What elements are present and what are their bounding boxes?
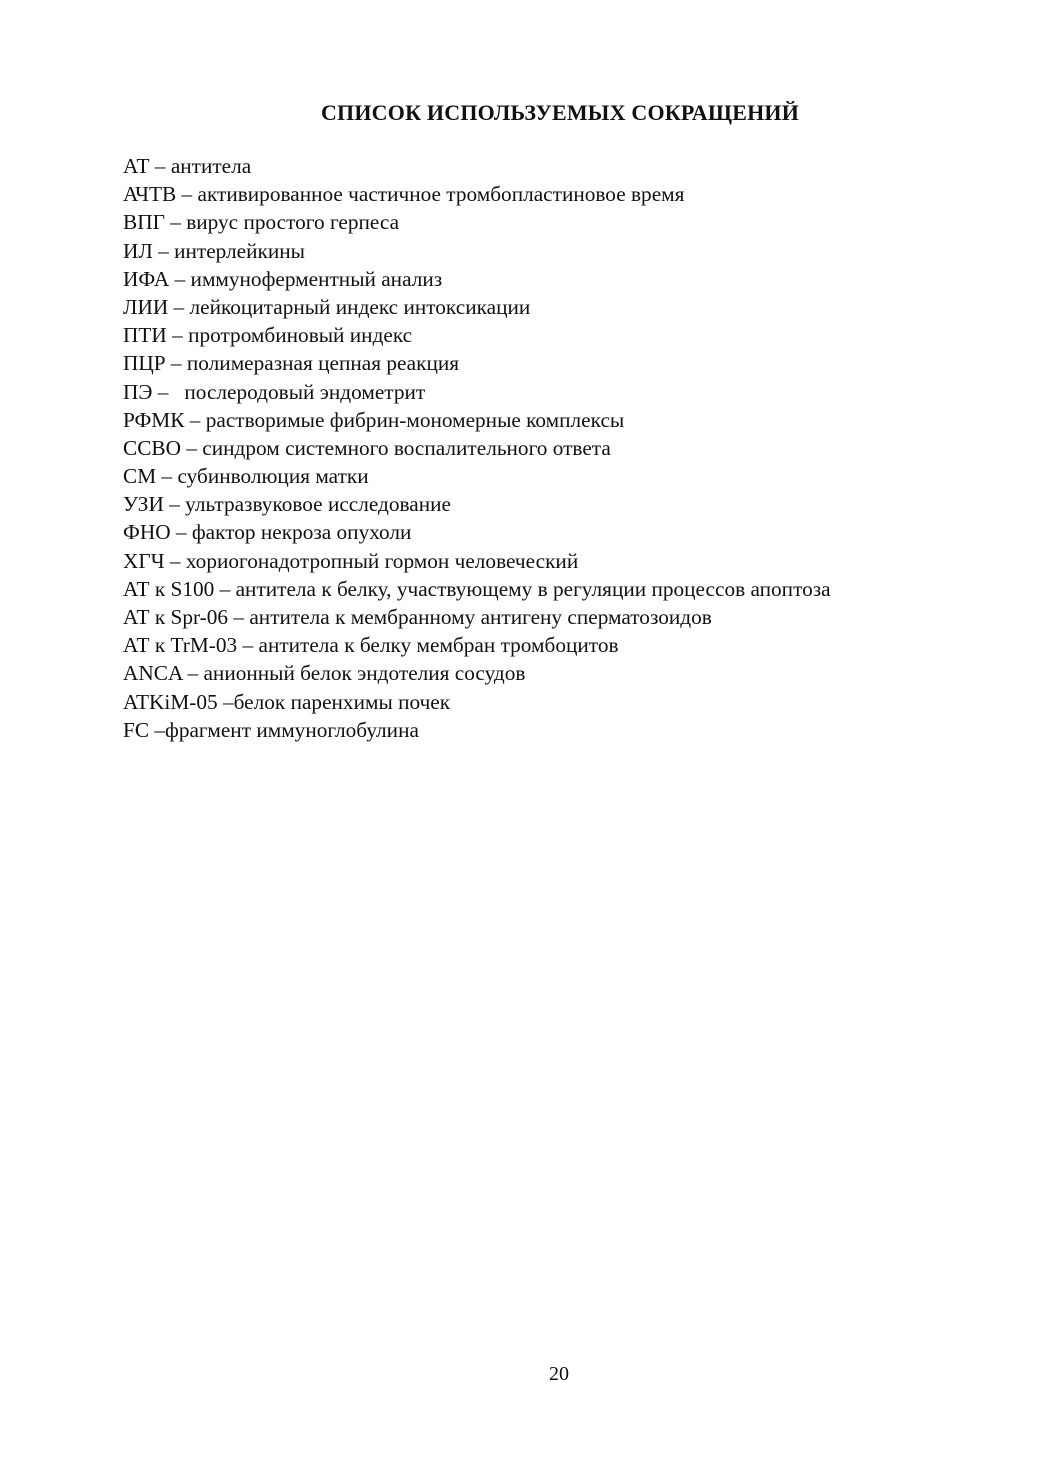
abbreviation-item: ВПГ – вирус простого герпеса	[123, 210, 400, 235]
abbreviation-item: ИЛ – интерлейкины	[123, 238, 305, 263]
abbreviation-item: ATKiM-05 –белок паренхимы почек	[123, 689, 451, 714]
abbreviation-item: АТ – антитела	[123, 154, 252, 178]
abbreviation-item: ФНО – фактор некроза опухоли	[123, 520, 412, 545]
abbreviation-item: АЧТВ – активированное частичное тромбопластиновое время	[123, 182, 685, 207]
abbreviation-item: СМ – субинволюция матки	[123, 464, 369, 489]
abbreviation-item: ХГЧ – хориогонадотропный гормон человеческий	[123, 548, 579, 573]
abbreviation-item: ИФА – иммуноферментный анализ	[123, 266, 443, 291]
abbreviation-item: ANCA – анионный белок эндотелия сосудов	[123, 661, 526, 686]
abbreviation-list	[123, 152, 1003, 744]
abbreviation-item: FC –фрагмент иммуноглобулина	[123, 717, 419, 742]
page-title: СПИСОК ИСПОЛЬЗУЕМЫХ СОКРАЩЕНИЙ	[320, 100, 800, 125]
page-number: 20	[549, 1363, 569, 1385]
abbreviation-item: ПЭ – послеродовый эндометрит	[123, 379, 426, 404]
abbreviation-item: РФМК – растворимые фибрин-мономерные комплексы	[123, 407, 625, 432]
abbreviation-item: ПТИ – протромбиновый индекс	[123, 323, 413, 348]
abbreviation-item: АТ к Spr-06 – антитела к мембранному антигену сперматозоидов	[123, 605, 712, 629]
abbreviation-item: ЛИИ – лейкоцитарный индекс интоксикации	[123, 294, 531, 319]
abbreviation-item: УЗИ – ультразвуковое исследование	[123, 492, 452, 517]
abbreviation-item: АТ к S100 – антитела к белку, участвующему в регуляции процессов апоптоза	[123, 576, 831, 601]
abbreviation-item: ССВО – синдром системного воспалительного ответа	[123, 435, 611, 460]
abbreviation-item: АТ к TrM-03 – антитела к белку мембран тромбоцитов	[123, 633, 619, 658]
abbreviation-item: ПЦР – полимеразная цепная реакция	[123, 351, 460, 376]
